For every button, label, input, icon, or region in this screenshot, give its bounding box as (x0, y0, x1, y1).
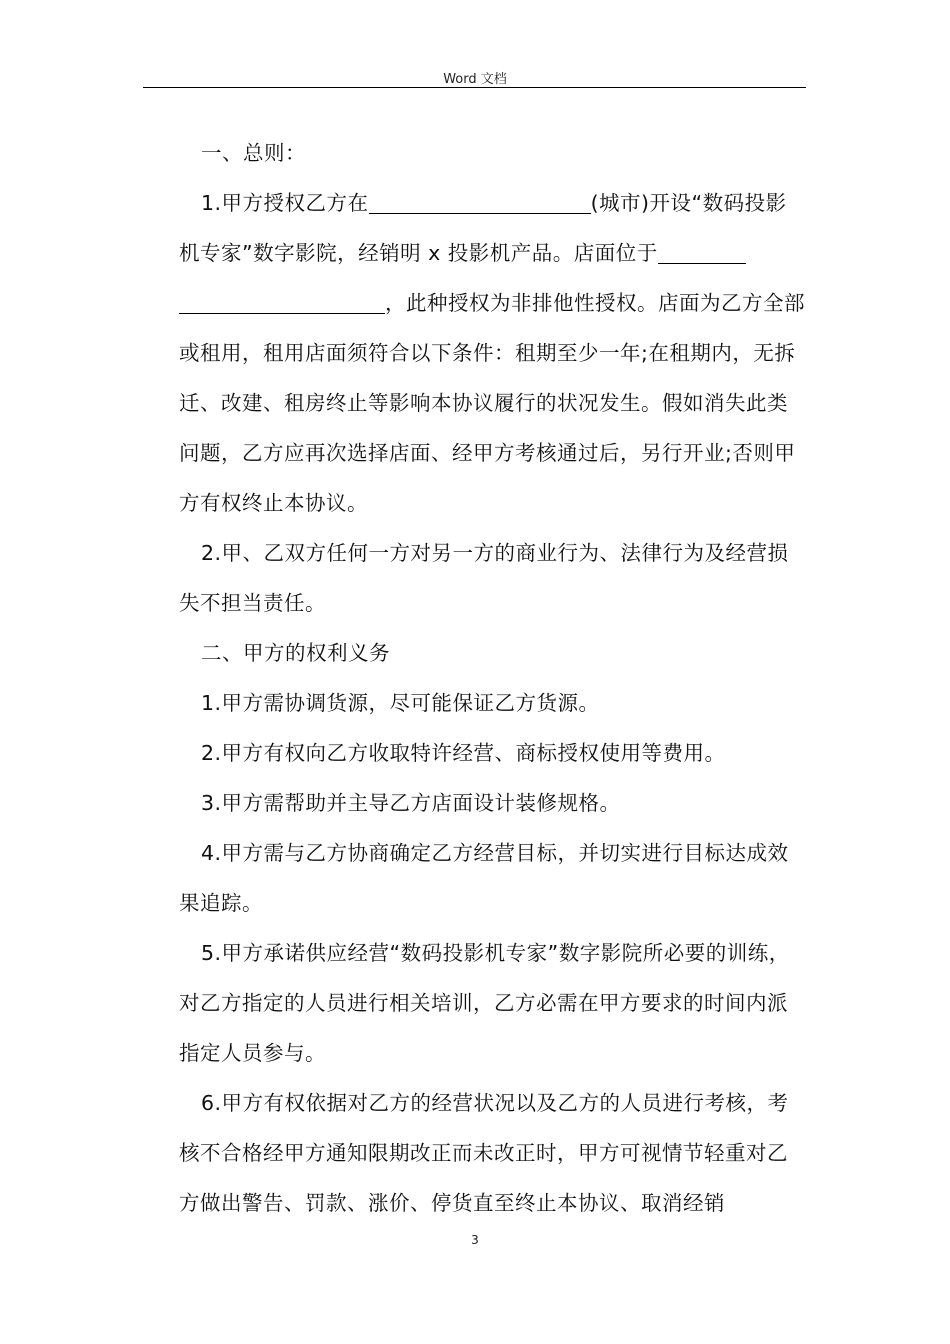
header-title: Word 文档 (443, 72, 507, 87)
clause-2-4: 4.甲方需与乙方协商确定乙方经营目标，并切实进行目标达成效果追踪。 (179, 841, 789, 915)
clause-text: (城市)开设“数码投影机专家”数字影院，经销明 x 投影机产品。店面位于 (179, 191, 787, 265)
section-heading-general: 一、总则： (201, 141, 306, 165)
clause-1-2: 2.甲、乙双方任何一方对另一方的商业行为、法律行为及经营损失不担当责任。 (179, 541, 789, 615)
clause-2-6: 6.甲方有权依据对乙方的经营状况以及乙方的人员进行考核，考核不合格经甲方通知限期改正而未改正时，甲方可视情节轻重对乙方做出警告、罚款、涨价、停货直至终止本协议、取消经销 (179, 1091, 789, 1215)
page-number: 3 (471, 1233, 479, 1247)
clause-2-1: 1.甲方需协调货源，尽可能保证乙方货源。 (201, 691, 600, 715)
clause-text: 1.甲方授权乙方在 (201, 191, 369, 215)
clause-2-5: 5.甲方承诺供应经营“数码投影机专家”数字影院所必要的训练，对乙方指定的人员进行相关培训，乙方必需在甲方要求的时间内派指定人员参与。 (179, 941, 790, 1065)
blank-city (369, 191, 591, 214)
clause-text: ，此种授权为非排他性授权。店面为乙方全部或租用，租用店面须符合以下条件：租期至少一年;在租期内，无拆迁、改建、租房终止等影响本协议履行的状况发生。假如消失此类问题，乙方应再次选择店面、经甲方考核通过后，另行开业;否则甲方有权终止本协议。 (179, 291, 805, 515)
header-divider (143, 87, 806, 88)
blank-address-2 (179, 291, 385, 314)
document-body (179, 128, 805, 1228)
clause-2-2: 2.甲方有权向乙方收取特许经营、商标授权使用等费用。 (201, 741, 726, 765)
clause-1-1 (179, 178, 805, 528)
section-heading-party-a: 二、甲方的权利义务 (201, 641, 390, 665)
blank-address-1 (658, 241, 746, 264)
clause-2-3: 3.甲方需帮助并主导乙方店面设计装修规格。 (201, 791, 621, 815)
